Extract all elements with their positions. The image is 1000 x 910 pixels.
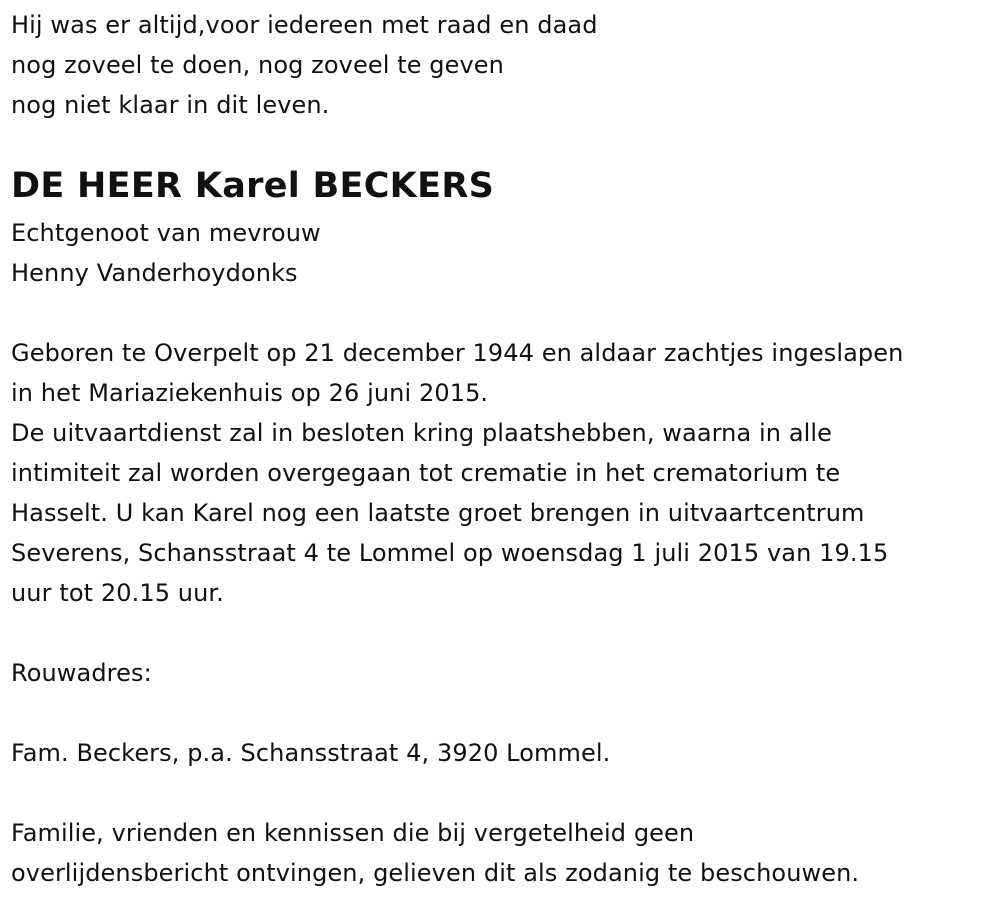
spouse-line: Echtgenoot van mevrouw (11, 219, 321, 247)
announcement-line: Geboren te Overpelt op 21 december 1944 en aldaar zachtjes ingeslapen (11, 339, 904, 367)
deceased-name: DE HEER Karel BECKERS (11, 166, 495, 206)
spouse-name: Henny Vanderhoydonks (11, 259, 298, 287)
announcement-line: Hasselt. U kan Karel nog een laatste groet brengen in uitvaartcentrum (11, 499, 865, 527)
closing-line: overlijdensbericht ontvingen, gelieven dit als zodanig te beschouwen. (11, 859, 860, 887)
obituary-body (11, 213, 903, 893)
announcement-line: uur tot 20.15 uur. (11, 579, 224, 607)
announcement-line: in het Mariaziekenhuis op 26 juni 2015. (11, 379, 489, 407)
announcement-line: intimiteit zal worden overgegaan tot crematie in het crematorium te (11, 459, 841, 487)
poem-line: nog niet klaar in dit leven. (11, 91, 330, 119)
address-value: Fam. Beckers, p.a. Schansstraat 4, 3920 Lommel. (11, 739, 611, 767)
address-label: Rouwadres: (11, 659, 152, 687)
spacer (11, 613, 903, 653)
spacer (11, 693, 903, 733)
spacer (11, 773, 903, 813)
announcement-line: De uitvaartdienst zal in besloten kring plaatshebben, waarna in alle (11, 419, 833, 447)
closing-line: Familie, vrienden en kennissen die bij vergetelheid geen (11, 819, 695, 847)
poem-line: nog zoveel te doen, nog zoveel te geven (11, 51, 504, 79)
poem-block (11, 5, 598, 125)
poem-line: Hij was er altijd,voor iedereen met raad en daad (11, 11, 598, 39)
spacer (11, 293, 903, 333)
announcement-line: Severens, Schansstraat 4 te Lommel op woensdag 1 juli 2015 van 19.15 (11, 539, 889, 567)
